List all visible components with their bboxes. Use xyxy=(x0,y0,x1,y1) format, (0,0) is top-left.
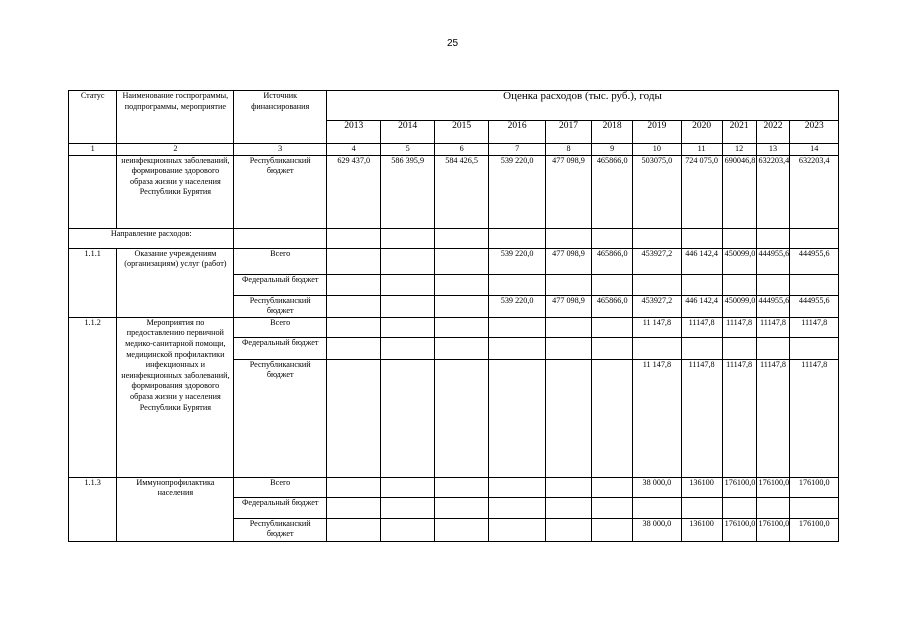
value-2018 xyxy=(592,317,633,337)
value-2019: 38 000,0 xyxy=(633,477,681,497)
year-header-2021: 2021 xyxy=(722,121,756,144)
column-number-10: 10 xyxy=(633,144,681,156)
value-2022: 444955,6 xyxy=(756,295,790,317)
value-2017 xyxy=(545,359,591,477)
value-2018 xyxy=(592,337,633,359)
value-2022: 11147,8 xyxy=(756,317,790,337)
measure-name: Мероприятия по предоставлению первичной медико-санитарной помощи, медицинской профилактики инфекционных и неинфекционных заболеваний, формирования здорового образа жизни у населения Республики Бурятия xyxy=(117,317,234,477)
value-2015 xyxy=(434,248,488,274)
year-header-2016: 2016 xyxy=(489,121,546,144)
value-2019 xyxy=(633,497,681,518)
empty-cell xyxy=(326,228,380,248)
value-2021 xyxy=(722,337,756,359)
column-number-8: 8 xyxy=(545,144,591,156)
value-2019 xyxy=(633,274,681,295)
header-estimate: Оценка расходов (тыс. руб.), годы xyxy=(326,91,838,121)
empty-cell xyxy=(592,228,633,248)
column-number-6: 6 xyxy=(434,144,488,156)
value-2015 xyxy=(434,359,488,477)
value-2018 xyxy=(592,497,633,518)
value-2022 xyxy=(756,274,790,295)
year-header-2013: 2013 xyxy=(326,121,380,144)
value-2018 xyxy=(592,274,633,295)
empty-cell xyxy=(545,228,591,248)
value-2019: 11 147,8 xyxy=(633,359,681,477)
value-2016 xyxy=(489,518,546,541)
value-2017: 477 098,9 xyxy=(545,295,591,317)
value-2014 xyxy=(381,295,434,317)
column-number-11: 11 xyxy=(681,144,722,156)
empty-cell xyxy=(489,228,546,248)
continuation-row xyxy=(69,155,839,228)
value-2022 xyxy=(756,337,790,359)
year-header-2018: 2018 xyxy=(592,121,633,144)
year-header-2014: 2014 xyxy=(381,121,434,144)
funding-source: Федеральный бюджет xyxy=(234,497,327,518)
value-2017 xyxy=(545,317,591,337)
column-number-12: 12 xyxy=(722,144,756,156)
value-2015 xyxy=(434,497,488,518)
column-number-1: 1 xyxy=(69,144,117,156)
value-2015 xyxy=(434,274,488,295)
value-2020: 136100 xyxy=(681,518,722,541)
measure-status: 1.1.3 xyxy=(69,477,117,541)
funding-source: Республиканский бюджет xyxy=(234,518,327,541)
value-2017 xyxy=(545,497,591,518)
value-2016 xyxy=(489,274,546,295)
empty-cell xyxy=(633,228,681,248)
value-2016: 539 220,0 xyxy=(489,248,546,274)
value-2014: 586 395,9 xyxy=(381,155,434,228)
funding-source: Республиканский бюджет xyxy=(234,155,327,228)
value-2015 xyxy=(434,295,488,317)
funding-source: Всего xyxy=(234,317,327,337)
funding-source: Республиканский бюджет xyxy=(234,295,327,317)
empty-cell xyxy=(790,228,839,248)
column-number-7: 7 xyxy=(489,144,546,156)
value-2023: 444955,6 xyxy=(790,248,839,274)
value-2016 xyxy=(489,337,546,359)
value-2021: 690046,8 xyxy=(722,155,756,228)
funding-source: Федеральный бюджет xyxy=(234,274,327,295)
value-2017 xyxy=(545,337,591,359)
header-source: Источник финансирования xyxy=(234,91,327,144)
value-2023: 632203,4 xyxy=(790,155,839,228)
value-2021 xyxy=(722,274,756,295)
year-header-2020: 2020 xyxy=(681,121,722,144)
value-2019: 38 000,0 xyxy=(633,518,681,541)
measure-status: 1.1.2 xyxy=(69,317,117,477)
value-2021: 176100,0 xyxy=(722,518,756,541)
value-2020: 724 075,0 xyxy=(681,155,722,228)
value-2014 xyxy=(381,337,434,359)
empty-cell xyxy=(756,228,790,248)
value-2015: 584 426,5 xyxy=(434,155,488,228)
column-number-4: 4 xyxy=(326,144,380,156)
value-2022: 444955,6 xyxy=(756,248,790,274)
empty-cell xyxy=(681,228,722,248)
value-2023: 11147,8 xyxy=(790,317,839,337)
value-2022 xyxy=(756,497,790,518)
header-status: Статус xyxy=(69,91,117,144)
value-2013 xyxy=(326,317,380,337)
value-2014 xyxy=(381,518,434,541)
value-2020: 11147,8 xyxy=(681,317,722,337)
table-row xyxy=(69,477,839,497)
measure-status: 1.1.1 xyxy=(69,248,117,317)
header-row-1 xyxy=(69,91,839,121)
status-cell-empty xyxy=(69,155,117,228)
value-2016 xyxy=(489,477,546,497)
value-2018 xyxy=(592,359,633,477)
year-header-2015: 2015 xyxy=(434,121,488,144)
value-2016: 539 220,0 xyxy=(489,155,546,228)
value-2016 xyxy=(489,359,546,477)
value-2014 xyxy=(381,359,434,477)
measure-name: Оказание учреждениям (организациям) услуг (работ) xyxy=(117,248,234,317)
value-2023: 11147,8 xyxy=(790,359,839,477)
value-2018: 465866,0 xyxy=(592,248,633,274)
value-2019 xyxy=(633,337,681,359)
column-number-9: 9 xyxy=(592,144,633,156)
value-2014 xyxy=(381,274,434,295)
empty-cell xyxy=(381,228,434,248)
column-number-14: 14 xyxy=(790,144,839,156)
value-2013 xyxy=(326,337,380,359)
year-header-2022: 2022 xyxy=(756,121,790,144)
empty-cell xyxy=(234,228,327,248)
value-2014 xyxy=(381,248,434,274)
value-2023: 176100,0 xyxy=(790,518,839,541)
value-2013 xyxy=(326,518,380,541)
funding-source: Республиканский бюджет xyxy=(234,359,327,477)
value-2017 xyxy=(545,518,591,541)
value-2023 xyxy=(790,497,839,518)
value-2013 xyxy=(326,359,380,477)
value-2017 xyxy=(545,274,591,295)
year-header-2023: 2023 xyxy=(790,121,839,144)
table-row xyxy=(69,248,839,274)
value-2023 xyxy=(790,274,839,295)
value-2020: 446 142,4 xyxy=(681,295,722,317)
value-2014 xyxy=(381,497,434,518)
value-2014 xyxy=(381,317,434,337)
value-2023: 176100,0 xyxy=(790,477,839,497)
value-2016 xyxy=(489,497,546,518)
value-2015 xyxy=(434,518,488,541)
value-2013 xyxy=(326,248,380,274)
value-2016 xyxy=(489,317,546,337)
column-number-2: 2 xyxy=(117,144,234,156)
value-2018 xyxy=(592,518,633,541)
value-2017 xyxy=(545,477,591,497)
value-2019: 503075,0 xyxy=(633,155,681,228)
value-2020 xyxy=(681,497,722,518)
table-row xyxy=(69,317,839,337)
expenditure-table xyxy=(68,90,839,542)
funding-source: Всего xyxy=(234,477,327,497)
value-2018: 465866,0 xyxy=(592,155,633,228)
value-2020: 11147,8 xyxy=(681,359,722,477)
value-2020: 136100 xyxy=(681,477,722,497)
value-2018: 465866,0 xyxy=(592,295,633,317)
value-2017: 477 098,9 xyxy=(545,248,591,274)
column-number-5: 5 xyxy=(381,144,434,156)
column-number-13: 13 xyxy=(756,144,790,156)
empty-cell xyxy=(722,228,756,248)
funding-source: Всего xyxy=(234,248,327,274)
value-2014 xyxy=(381,477,434,497)
funding-source: Федеральный бюджет xyxy=(234,337,327,359)
empty-cell xyxy=(434,228,488,248)
page-number: 25 xyxy=(446,38,459,49)
value-2020: 446 142,4 xyxy=(681,248,722,274)
value-2023: 444955,6 xyxy=(790,295,839,317)
value-2021: 11147,8 xyxy=(722,359,756,477)
value-2019: 453927,2 xyxy=(633,295,681,317)
value-2018 xyxy=(592,477,633,497)
value-2022: 176100,0 xyxy=(756,477,790,497)
value-2023 xyxy=(790,337,839,359)
value-2013 xyxy=(326,274,380,295)
value-2015 xyxy=(434,477,488,497)
value-2021: 11147,8 xyxy=(722,317,756,337)
column-number-3: 3 xyxy=(234,144,327,156)
value-2022: 176100,0 xyxy=(756,518,790,541)
direction-label: Направление расходов: xyxy=(69,228,234,248)
header-name: Наименование госпрограммы, подпрограммы, мероприятие xyxy=(117,91,234,144)
value-2019: 11 147,8 xyxy=(633,317,681,337)
continuation-name: неинфекционных заболеваний, формирование здорового образа жизни у населения Республики Бурятия xyxy=(117,155,234,228)
column-number-row xyxy=(69,144,839,156)
value-2021: 450099,0 xyxy=(722,248,756,274)
value-2017: 477 098,9 xyxy=(545,155,591,228)
value-2016: 539 220,0 xyxy=(489,295,546,317)
value-2020 xyxy=(681,337,722,359)
direction-row xyxy=(69,228,839,248)
value-2021 xyxy=(722,497,756,518)
value-2013 xyxy=(326,497,380,518)
value-2015 xyxy=(434,317,488,337)
value-2013 xyxy=(326,295,380,317)
value-2022: 632203,4 xyxy=(756,155,790,228)
value-2021: 450099,0 xyxy=(722,295,756,317)
measure-name: Иммунопрофилактика населения xyxy=(117,477,234,541)
value-2019: 453927,2 xyxy=(633,248,681,274)
value-2015 xyxy=(434,337,488,359)
year-header-2017: 2017 xyxy=(545,121,591,144)
value-2013 xyxy=(326,477,380,497)
year-header-2019: 2019 xyxy=(633,121,681,144)
value-2020 xyxy=(681,274,722,295)
value-2013: 629 437,0 xyxy=(326,155,380,228)
value-2021: 176100,0 xyxy=(722,477,756,497)
value-2022: 11147,8 xyxy=(756,359,790,477)
